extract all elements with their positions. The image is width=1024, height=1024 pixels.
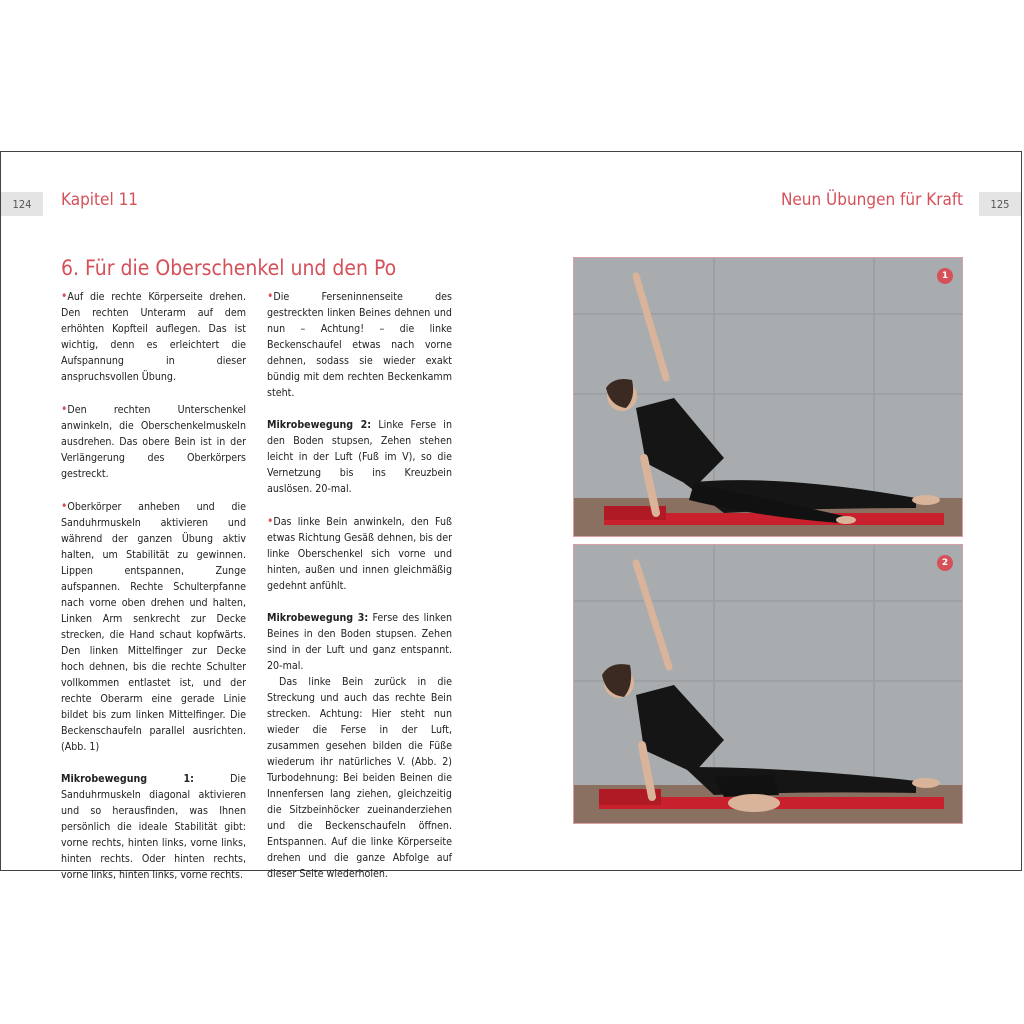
paragraph: [267, 417, 452, 497]
paragraph-text: Oberkörper anheben und die Sanduhrmuskeln aktivieren und während der ganzen Übung aktiv halten, um Stabilität zu gewinnen. Lippen entspannen, Zunge aufspannen. Rechte Schulterpfanne nach vorne oben drehen und halten, Linken Arm senkrecht zur Decke strecken, die Hand schaut kopfwärts. Den linken Mittelfinger zur Decke hoch dehnen, bis die rechte Schulter vollkommen entlastet ist, und der rechte Oberarm eine gerade Linie bildet bis zum linken Mittelfinger. Die Beckenschaufeln parallel ausrichten. (Abb. 1): [61, 501, 246, 753]
paragraph-text: Auf die rechte Körperseite drehen. Den rechten Unterarm auf dem erhöhten Kopfteil auflegen. Das ist wichtig, denn es erleichtert die Aufspannung in dieser anspruchsvollen Übung.: [61, 291, 246, 383]
paragraph: [61, 771, 246, 883]
paragraph-text: Linke Ferse in den Boden stupsen, Zehen stehen leicht in der Luft (Fuß im V), so die Vernetzung bis ins Kreuzbein auslösen. 20-mal.: [267, 419, 452, 495]
paragraph: [267, 513, 452, 594]
exercise-title: 6. Für die Oberschenkel und den Po: [61, 256, 397, 280]
figure-number-badge: 2: [937, 555, 953, 571]
paragraph: [267, 610, 452, 674]
figure-number-badge: 1: [937, 268, 953, 284]
micro-movement-label: Mikrobewegung 3:: [267, 612, 369, 624]
micro-movement-label: Mikrobewegung 2:: [267, 419, 372, 431]
bullet-icon: •: [267, 514, 274, 528]
page-number-right: 125: [979, 192, 1021, 216]
paragraph: [267, 288, 452, 401]
page-number-left: 124: [1, 192, 43, 216]
paragraph-text: Ferse des linken Beines in den Boden stupsen. Zehen sind in der Luft und ganz entspannt. 20-mal.: [267, 612, 452, 672]
paragraph-text: Die Sanduhrmuskeln diagonal aktivieren und so herausfinden, was Ihnen persönlich die ideale Stabilität gibt: vorne rechts, hinten links, vorne links, hinten rechts. Oder hinten rechts, vorne links, hinten links, vorne rechts.: [61, 773, 246, 881]
bullet-icon: •: [61, 402, 68, 416]
section-header: Neun Übungen für Kraft: [780, 190, 963, 210]
exercise-photo-2: [573, 544, 963, 824]
paragraph-text: Das linke Bein anwinkeln, den Fuß etwas Richtung Gesäß dehnen, bis der linke Oberschenkel sich vorne und hinten, außen und innen gleichmäßig gedehnt anfühlt.: [267, 516, 452, 592]
paragraph: [61, 288, 246, 385]
book-spread: [0, 151, 1022, 881]
exercise-photo-1: [573, 257, 963, 537]
chapter-header: Kapitel 11: [61, 190, 139, 210]
paragraph-text: Den rechten Unterschenkel anwinkeln, die Oberschenkelmuskeln ausdrehen. Das obere Bein ist in der Verlängerung des Oberkörpers gestreckt.: [61, 404, 246, 480]
micro-movement-label: Mikrobewegung 1:: [61, 773, 194, 785]
paragraph: [61, 498, 246, 755]
bullet-icon: •: [61, 289, 68, 303]
paragraph: [267, 674, 452, 882]
bullet-icon: •: [61, 499, 68, 513]
paragraph-text: Die Ferseninnenseite des gestreckten linken Beines dehnen und nun – Achtung! – die linke Beckenschaufel etwas nach vorne dehnen, sodass sie wieder exakt bündig mit dem rechten Beckenkamm steht.: [267, 291, 452, 399]
text-column-1: [61, 288, 246, 899]
paragraph: [61, 401, 246, 482]
bullet-icon: •: [267, 289, 274, 303]
paragraph-text: Das linke Bein zurück in die Streckung und auch das rechte Bein strecken. Achtung: Hier steht nun wieder die Ferse in der Luft, zusammen gesehen bilden die Füße wiederum ihr natürliches V. (Abb. 2) Turbodehnung: Bei beiden Beinen die Innenfersen lang ziehen, gleichzeitig die Sitzbeinhöcker zueinanderziehen und die Beckenschaufeln öffnen. Entspannen. Auf die linke Körperseite drehen und die ganze Abfolge auf dieser Seite wiederholen.: [267, 676, 452, 880]
photo-illustration: [574, 258, 963, 537]
photo-illustration: [574, 545, 963, 824]
text-column-2: [267, 288, 452, 898]
